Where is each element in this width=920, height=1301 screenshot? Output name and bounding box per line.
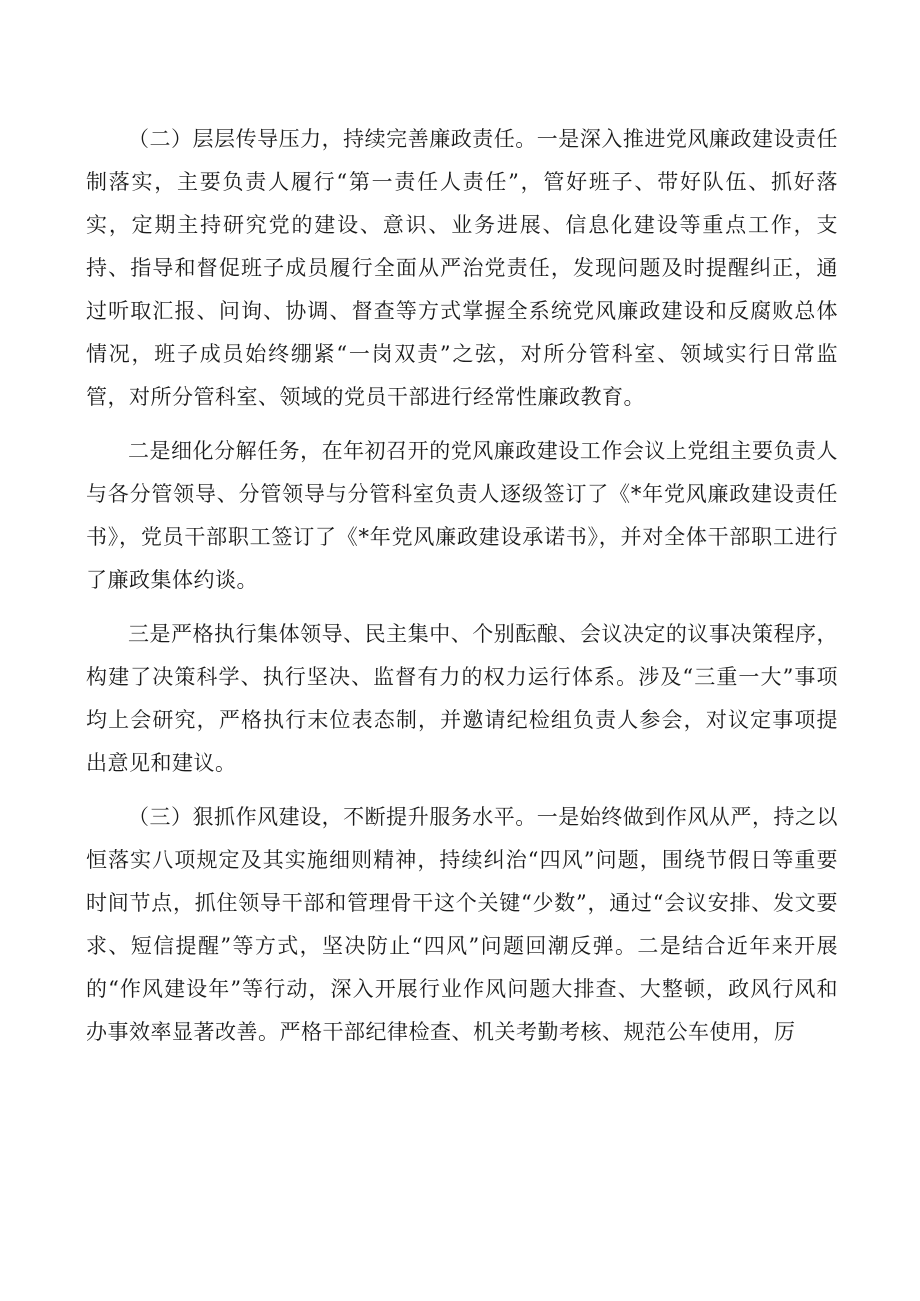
paragraph-work-style: （三）狠抓作风建设，不断提升服务水平。一是始终做到作风从严，持之以恒落实八项规定及其实施细则精神，持续纠治“四风”问题，围绕节假日等重要时间节点，抓住领导干部和管理骨干这个关键“少数”，通过“会议安排、发文要求、短信提醒”等方式，坚决防止“四风”问题回潮反弹。二是结合近年来开展的“作风建设年”等行动，深入开展行业作风问题大排查、大整顿，政风行风和办事效率显著改善。严格干部纪律检查、机关考勤考核、规范公车使用，厉 <box>86 805 838 1044</box>
paragraph-responsibility: （二）层层传导压力，持续完善廉政责任。一是深入推进党风廉政建设责任制落实，主要负责人履行“第一责任人责任”，管好班子、带好队伍、抓好落实，定期主持研究党的建设、意识、业务进展、信息化建设等重点工作，支持、指导和督促班子成员履行全面从严治党责任，发现问题及时提醒纠正，通过听取汇报、问询、协调、督查等方式掌握全系统党风廉政建设和反腐败总体情况，班子成员始终绷紧“一岗双责”之弦，对所分管科室、领域实行日常监管，对所分管科室、领域的党员干部进行经常性廉政教育。 <box>86 127 838 409</box>
document-body <box>86 118 838 1054</box>
paragraph-task-breakdown: 二是细化分解任务，在年初召开的党风廉政建设工作会议上党组主要负责人与各分管领导、分管领导与分管科室负责人逐级签订了《*年党风廉政建设责任书》，党员干部职工签订了《*年党风廉政建设承诺书》，并对全体干部职工进行了廉政集体约谈。 <box>86 439 838 592</box>
paragraph-decision-procedure: 三是严格执行集体领导、民主集中、个别酝酿、会议决定的议事决策程序，构建了决策科学、执行坚决、监督有力的权力运行体系。涉及“三重一大”事项均上会研究，严格执行末位表态制，并邀请纪检组负责人参会，对议定事项提出意见和建议。 <box>86 622 838 775</box>
